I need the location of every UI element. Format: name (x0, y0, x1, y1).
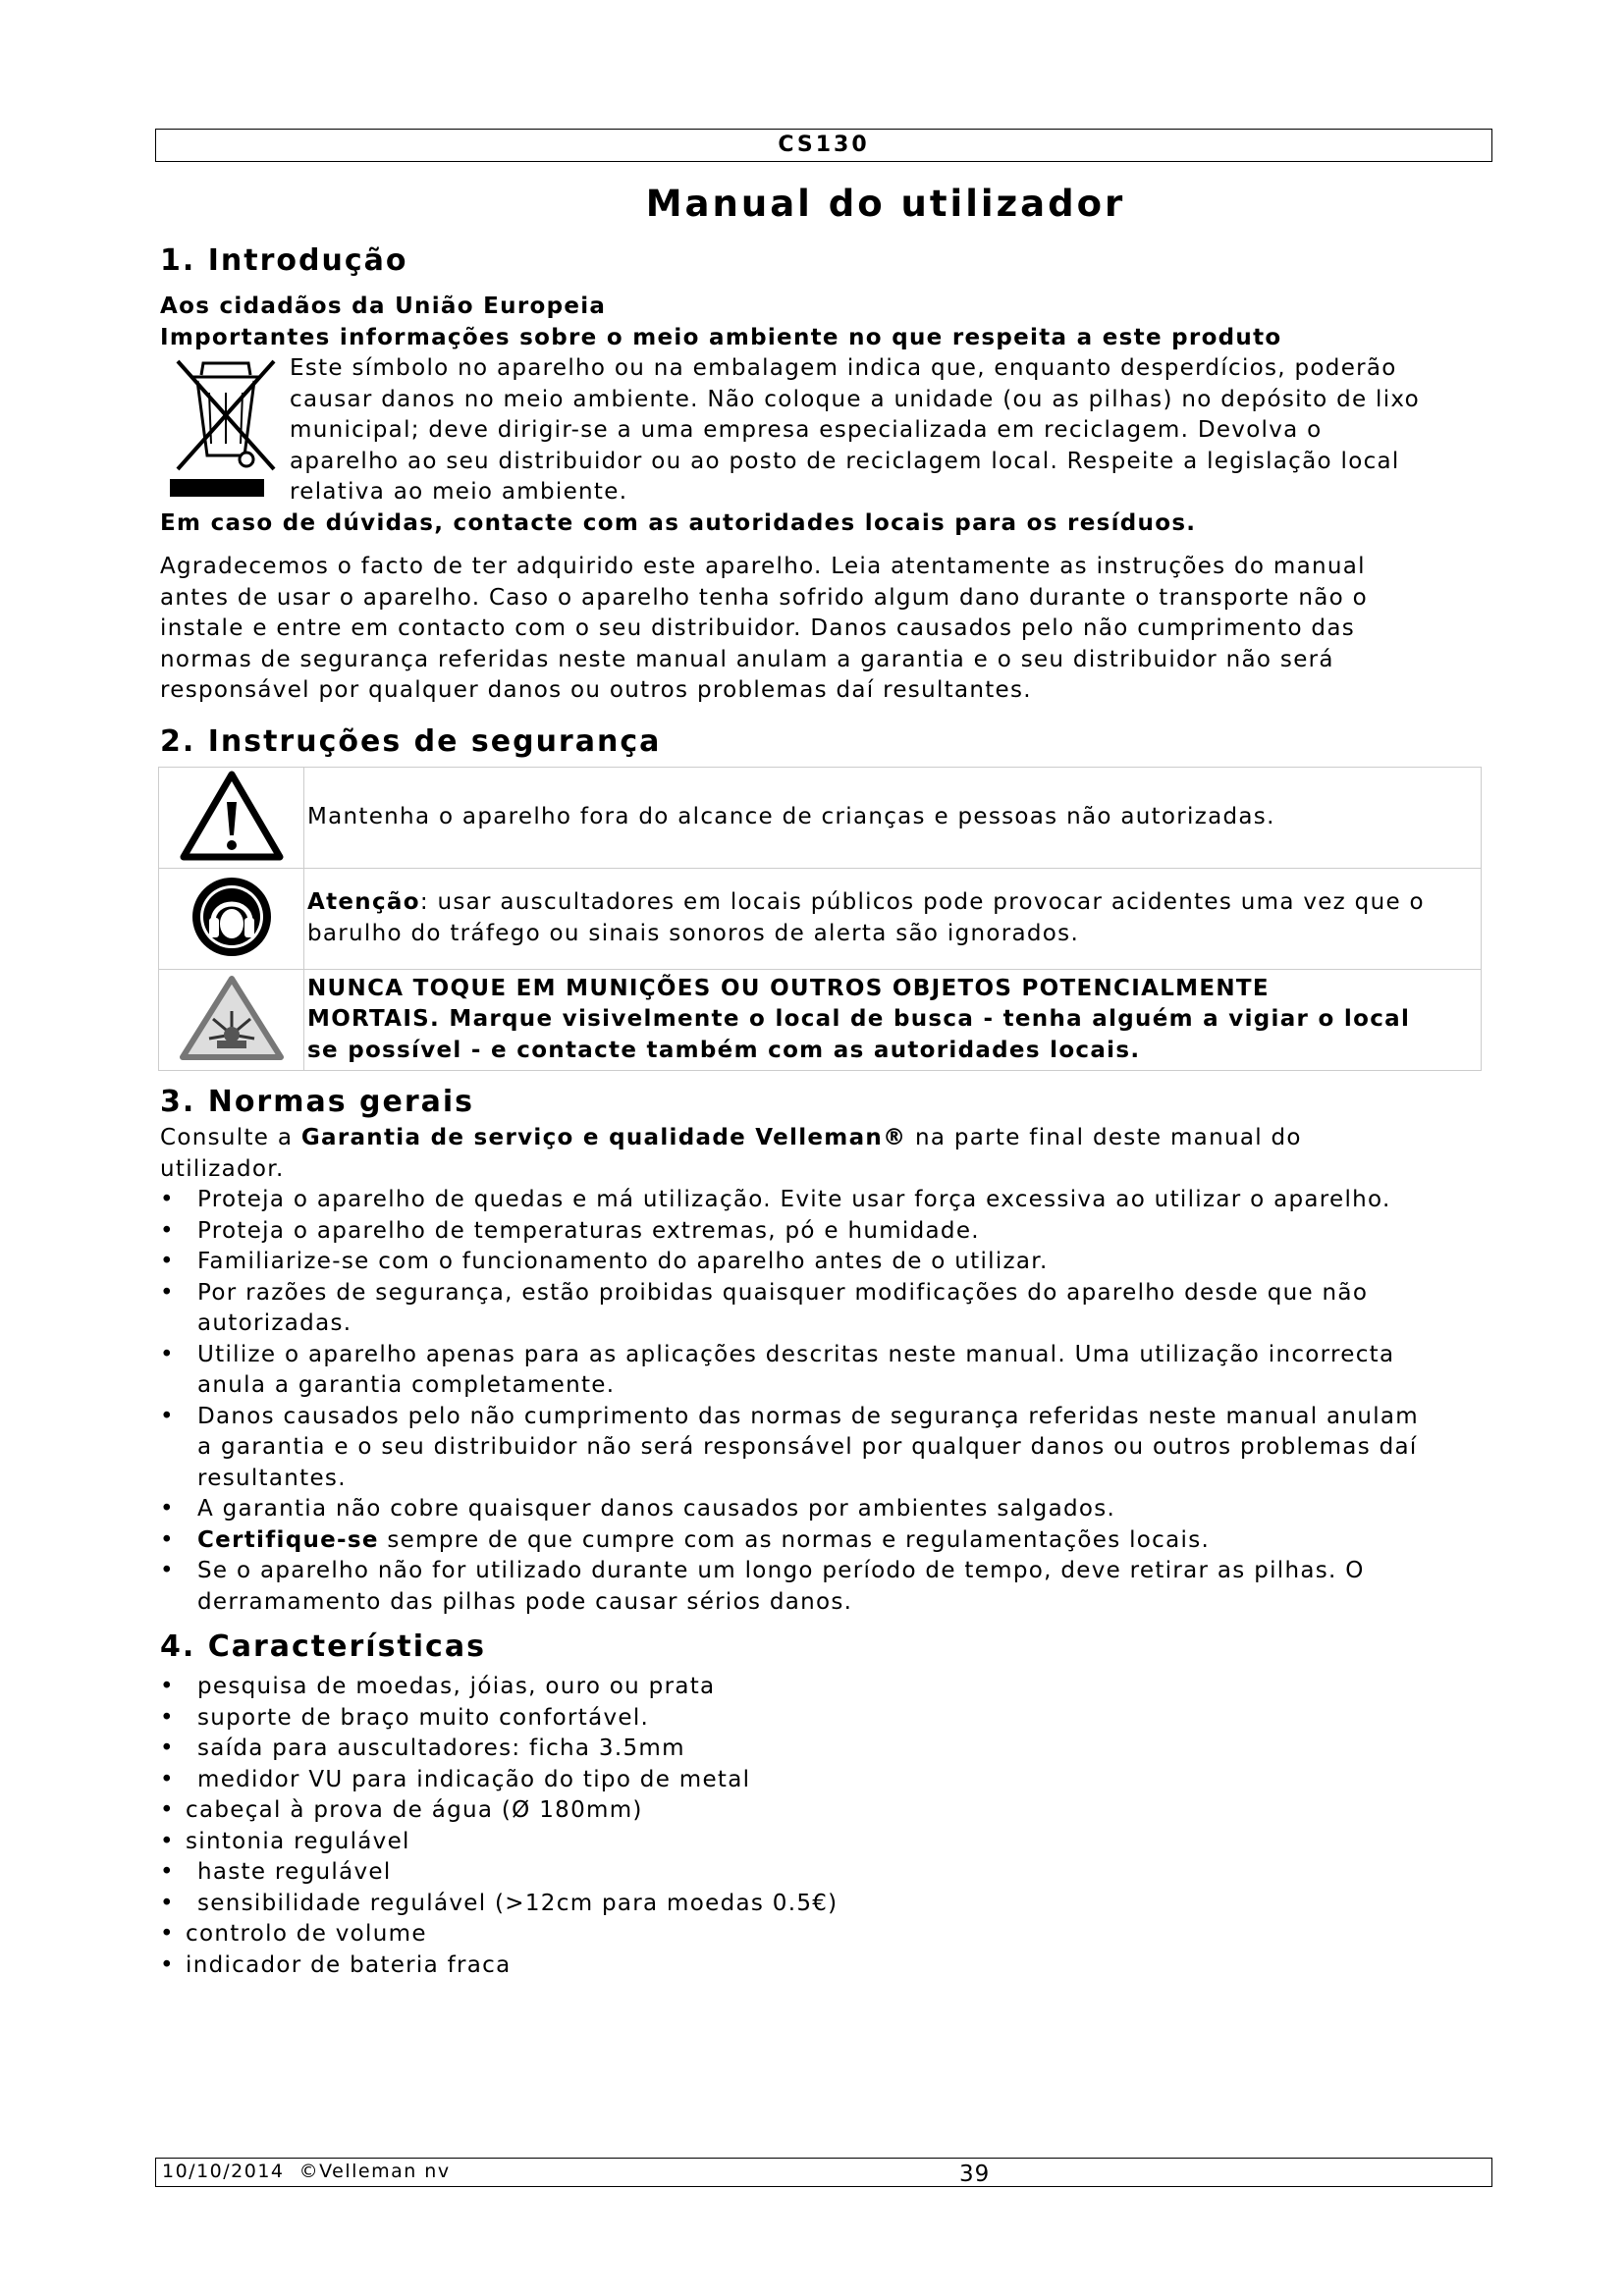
thanks-paragraph (160, 552, 1490, 707)
feature-item: • sintonia regulável (160, 1827, 1490, 1858)
footer-copyright: ©Velleman nv (298, 2161, 451, 2182)
thanks-line: antes de usar o aparelho. Caso o aparelho tenha sofrido algum dano durante o transporte não o (160, 584, 1368, 611)
list-item (160, 1494, 1490, 1525)
list-item-text: a garantia e o seu distribuidor não será responsável por qualquer danos ou outros problemas daí (197, 1434, 1418, 1460)
list-item (160, 1340, 1490, 1402)
list-item (160, 1278, 1490, 1340)
thanks-line: normas de segurança referidas neste manual anulam a garantia e o seu distribuidor não será (160, 646, 1334, 672)
safety-row (159, 767, 1482, 868)
intro-post: na parte final deste manual do (906, 1125, 1302, 1150)
features-list (160, 1672, 1490, 1981)
ammunition-line: NUNCA TOQUE EM MUNIÇÕES OU OUTROS OBJETOS POTENCIALMENTE (307, 975, 1270, 1001)
list-item-text: • Utilize o aparelho apenas para as aplicações descritas neste manual. Uma utilização incorrecta (197, 1341, 1395, 1367)
attention-label: Atenção (307, 889, 420, 915)
thanks-line: instale e entre em contacto com o seu distribuidor. Danos causados pelo não cumprimento das (160, 615, 1355, 641)
safety-row (159, 868, 1482, 969)
weee-text (290, 353, 1458, 508)
weee-line: Este símbolo no aparelho ou na embalagem indica que, enquanto desperdícios, poderão (290, 355, 1397, 381)
thanks-line: responsável por qualquer danos ou outros problemas daí resultantes. (160, 677, 1032, 703)
weee-line: causar danos no meio ambiente. Não coloque a unidade (ou as pilhas) no depósito de lixo (290, 386, 1421, 412)
ammunition-line: se possível - e contacte também com as autoridades locais. (307, 1037, 1141, 1063)
weee-line: municipal; deve dirigir-se a uma empresa especializada em reciclagem. Devolva o (290, 417, 1323, 443)
footer-date: 10/10/2014 (162, 2161, 285, 2182)
list-item-text: • Familiarize-se com o funcionamento do aparelho antes de o utilizar. (197, 1249, 1049, 1274)
intro-line2: utilizador. (160, 1155, 285, 1182)
list-item-text: • A garantia não cobre quaisquer danos causados por ambientes salgados. (197, 1496, 1116, 1522)
list-item-text: resultantes. (197, 1465, 347, 1491)
certify-label: Certifique-se (197, 1526, 379, 1553)
safety-text-headphones (304, 868, 1482, 969)
list-item-text: • Proteja o aparelho de quedas e má utilização. Evite usar força excessiva ao utilizar o aparelho. (197, 1187, 1391, 1212)
attention-text-line2: barulho do tráfego ou sinais sonoros de alerta são ignorados. (307, 920, 1080, 946)
list-item (160, 1247, 1490, 1278)
section-2-heading: 2. Instruções de segurança (160, 723, 662, 759)
feature-item: • indicador de bateria fraca (160, 1950, 1490, 1982)
feature-item: • pesquisa de moedas, jóias, ouro ou prata (160, 1672, 1490, 1703)
section-3-heading: 3. Normas gerais (160, 1085, 475, 1119)
list-item-text: anula a garantia completamente. (197, 1372, 616, 1398)
feature-item: • saída para auscultadores: ficha 3.5mm (160, 1734, 1490, 1765)
feature-item: • controlo de volume (160, 1919, 1490, 1950)
list-item-text: derramamento das pilhas pode causar sérios danos. (197, 1588, 853, 1615)
list-item (160, 1525, 1490, 1557)
warning-triangle-icon (159, 767, 304, 868)
list-item (160, 1185, 1490, 1216)
safety-row (159, 969, 1482, 1071)
list-item (160, 1216, 1490, 1248)
main-content (160, 243, 1490, 1981)
eu-citizens-subheading: Aos cidadãos da União Europeia (160, 294, 607, 319)
page-number: 39 (959, 2162, 991, 2187)
environment-subheading: Importantes informações sobre o meio ambiente no que respeita a este produto (160, 324, 1282, 350)
headphones-icon (159, 868, 304, 969)
feature-item: • sensibilidade regulável (>12cm para moedas 0.5€) (160, 1889, 1490, 1920)
ammunition-line: MORTAIS. Marque visivelmente o local de busca - tenha alguém a vigiar o local (307, 1006, 1411, 1032)
list-item (160, 1402, 1490, 1495)
feature-item: • cabeçal à prova de água (Ø 180mm) (160, 1795, 1490, 1827)
list-item-text: • Proteja o aparelho de temperaturas extremas, pó e humidade. (197, 1217, 980, 1244)
section-4-heading: 4. Características (160, 1629, 486, 1664)
list-item-text: • Por razões de segurança, estão proibidas quaisquer modificações do aparelho desde que não (197, 1279, 1369, 1306)
thanks-line: Agradecemos o facto de ter adquirido este aparelho. Leia atentamente as instruções do manual (160, 554, 1366, 579)
safety-text-children: Mantenha o aparelho fora do alcance de crianças e pessoas não autorizadas. (304, 767, 1482, 868)
warranty-reference: Garantia de serviço e qualidade Velleman® (300, 1125, 907, 1150)
footer-meta (162, 2161, 451, 2182)
weee-line: aparelho ao seu distribuidor ou ao posto de reciclagem local. Respeite a legislação local (290, 448, 1400, 474)
list-item-text: sempre de que cumpre com as normas e regulamentações locais. (378, 1526, 1211, 1553)
attention-text-line1: : usar auscultadores em locais públicos pode provocar acidentes uma vez que o (419, 889, 1425, 915)
safety-text-ammunition (304, 969, 1482, 1071)
feature-item: • medidor VU para indicação do tipo de metal (160, 1765, 1490, 1796)
weee-notice (160, 353, 1490, 508)
intro-pre: Consulte a (160, 1125, 301, 1150)
feature-item: • haste regulável (160, 1857, 1490, 1889)
header-model-box (155, 129, 1492, 162)
section-1-heading: 1. Introdução (160, 243, 408, 278)
feature-item: • suporte de braço muito confortável. (160, 1703, 1490, 1735)
doubt-notice: Em caso de dúvidas, contacte com as autoridades locais para os resíduos. (160, 509, 1197, 536)
model-code: CS130 (778, 133, 870, 157)
footer (155, 2158, 1492, 2187)
list-item (160, 1556, 1490, 1618)
weee-line: relativa ao meio ambiente. (290, 479, 628, 505)
general-rules-list (160, 1185, 1490, 1618)
page-title: Manual do utilizador (645, 183, 1126, 225)
general-intro (160, 1123, 1490, 1185)
weee-bin-icon (164, 353, 288, 501)
list-item-text: • Danos causados pelo não cumprimento das normas de segurança referidas neste manual anulam (197, 1403, 1419, 1429)
explosive-hazard-icon (159, 969, 304, 1071)
list-item-text: • Se o aparelho não for utilizado durante um longo período de tempo, deve retirar as pilhas. O (197, 1558, 1365, 1583)
safety-table (158, 767, 1482, 1072)
list-item-text: autorizadas. (197, 1310, 352, 1336)
